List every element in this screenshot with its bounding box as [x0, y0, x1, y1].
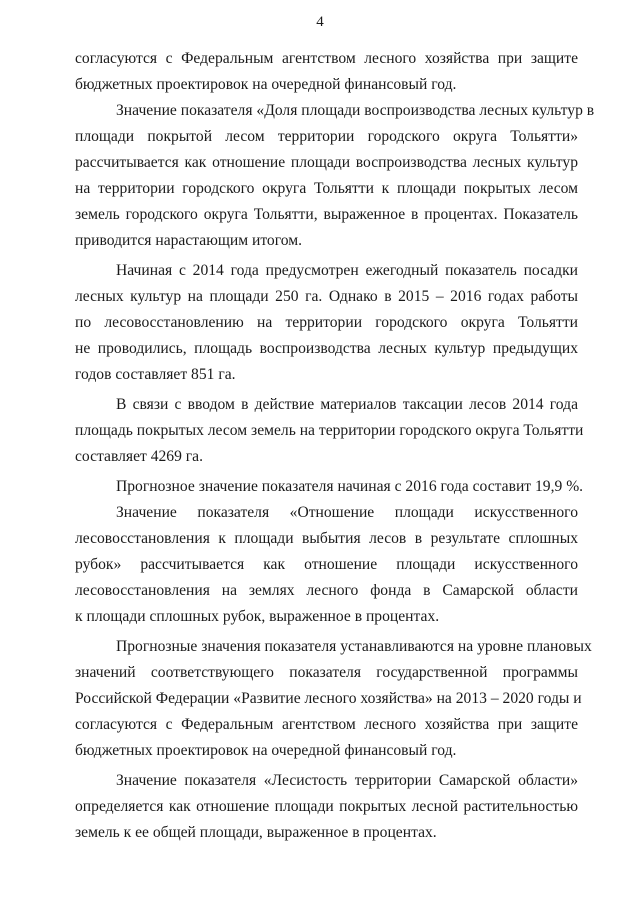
paragraph-2-line-3: рассчитывается как отношение площади воспроизводства лесных культур: [75, 154, 578, 171]
paragraph-6-line-4: лесовосстановления на землях лесного фонда в Самарской области: [75, 582, 578, 599]
paragraph-3-line-3: по лесовосстановлению на территории городского округа Тольятти: [75, 314, 578, 331]
paragraph-6-line-2: лесовосстановления к площади выбытия лесов в результате сплошных: [75, 530, 578, 547]
paragraph-7-line-4: согласуются с Федеральным агентством лесного хозяйства при защите: [75, 716, 578, 733]
paragraph-3-line-5: годов составляет 851 га.: [75, 366, 236, 383]
page-number: 4: [316, 14, 324, 30]
paragraph-6-line-1: Значение показателя «Отношение площади искусственного: [116, 504, 578, 521]
paragraph-4-line-2: площадь покрытых лесом земель на территории городского округа Тольятти: [75, 422, 584, 439]
paragraph-8-line-1: Значение показателя «Лесистость территории Самарской области»: [116, 772, 578, 789]
paragraph-2-line-6: приводится нарастающим итогом.: [75, 232, 302, 249]
paragraph-7-line-3: Российской Федерации «Развитие лесного хозяйства» на 2013 – 2020 годы и: [75, 690, 582, 707]
paragraph-3-line-2: лесных культур на площади 250 га. Однако в 2015 – 2016 годах работы: [75, 288, 578, 305]
paragraph-7-line-5: бюджетных проектировок на очередной финансовый год.: [75, 742, 457, 759]
paragraph-5-line-1: Прогнозное значение показателя начиная с 2016 года составит 19,9 %.: [116, 478, 584, 495]
paragraph-7-line-2: значений соответствующего показателя государственной программы: [75, 664, 578, 681]
paragraph-2-line-1: Значение показателя «Доля площади воспроизводства лесных культур в: [116, 102, 595, 119]
paragraph-4-line-3: составляет 4269 га.: [75, 448, 204, 465]
paragraph-3-line-1: Начиная с 2014 года предусмотрен ежегодный показатель посадки: [116, 262, 578, 279]
paragraph-2-line-5: земель городского округа Тольятти, выраженное в процентах. Показатель: [75, 206, 578, 223]
paragraph-4-line-1: В связи с вводом в действие материалов таксации лесов 2014 года: [116, 396, 578, 413]
paragraph-2-line-2: площади покрытой лесом территории городского округа Тольятти»: [75, 128, 578, 145]
paragraph-8-line-3: земель к ее общей площади, выраженное в процентах.: [75, 824, 437, 841]
paragraph-6-line-5: к площади сплошных рубок, выраженное в процентах.: [75, 608, 440, 625]
paragraph-1-line-2: бюджетных проектировок на очередной финансовый год.: [75, 76, 457, 93]
paragraph-8-line-2: определяется как отношение площади покрытых лесной растительностью: [75, 798, 578, 815]
paragraph-6-line-3: рубок» рассчитывается как отношение площади искусственного: [75, 556, 578, 573]
paragraph-3-line-4: не проводились, площадь воспроизводства лесных культур предыдущих: [75, 340, 578, 357]
paragraph-1-line-1: согласуются с Федеральным агентством лесного хозяйства при защите: [75, 50, 578, 67]
paragraph-7-line-1: Прогнозные значения показателя устанавливаются на уровне плановых: [116, 638, 592, 655]
paragraph-2-line-4: на территории городского округа Тольятти к площади покрытых лесом: [75, 180, 578, 197]
